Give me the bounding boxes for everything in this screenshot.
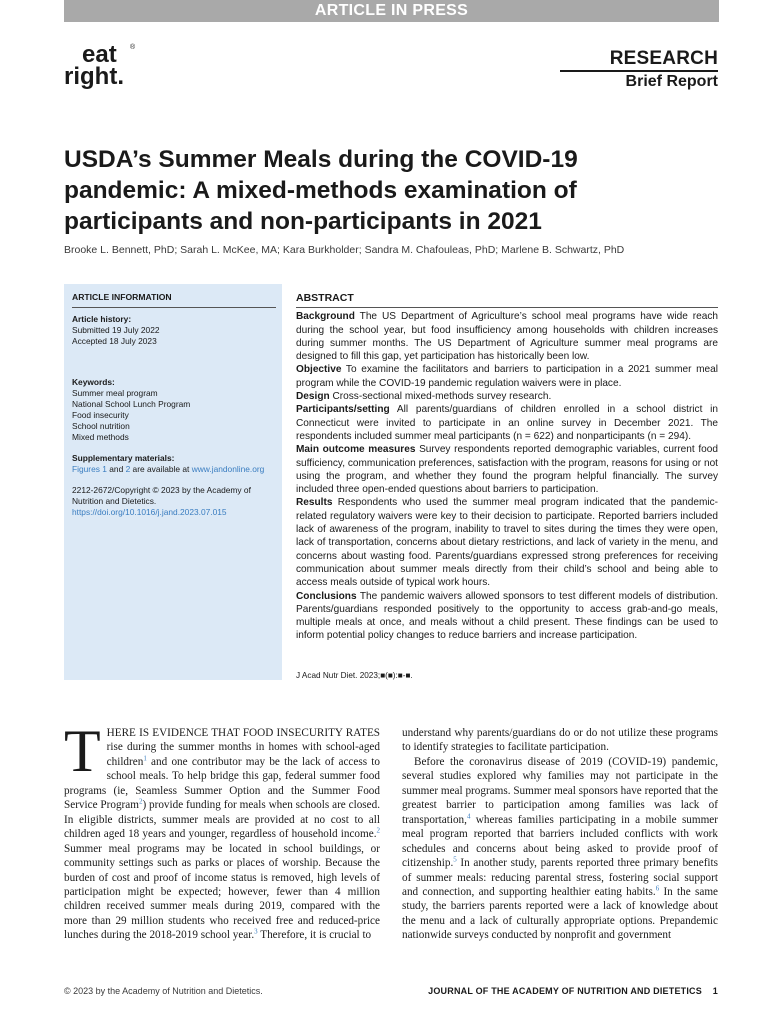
reference-link[interactable]: 2 — [376, 826, 380, 835]
journal-citation: J Acad Nutr Diet. 2023;■(■):■-■. — [296, 671, 413, 680]
abstract-heading: ABSTRACT — [296, 292, 354, 304]
body-column-right — [402, 726, 718, 943]
reference-link[interactable]: 5 — [453, 855, 457, 864]
body-column-left — [64, 718, 380, 943]
intro-paragraph: THERE IS EVIDENCE THAT FOOD INSECURITY RATES rise during the summer months in homes with school-aged children$^1$ and one contributor may be the lack of access to school meals. To help bridge this gap, federal summer food programs (ie, Seamless Summer Option and the Summer Food Service Program$^2$) provide funding for meals when schools are closed. In eligible districts, summer meals are provided at no cost to all children aged 18 years and younger, regardless of household income.$^2$ Summer meal programs may be located in school buildings, or community settings such as parks or places of worship. Because the burden of cost and proof of income status is removed, high levels of participation might be expected; however, fewer than 4 million children received summer meals during 2019, compared with the more than 29 million students who received free and reduced-price lunches during the 2018-2019 school year.$^3$ Therefore, it is crucial to — [64, 718, 380, 942]
article-in-press-banner: ARTICLE IN PRESS — [64, 0, 719, 22]
submitted-date: Submitted 19 July 2022 — [72, 325, 160, 335]
keyword: Mixed methods — [72, 432, 129, 442]
accepted-date: Accepted 18 July 2023 — [72, 336, 157, 346]
eatright-logo: eat ® right. — [64, 41, 136, 90]
section-type: RESEARCH — [609, 48, 718, 69]
keyword: Summer meal program — [72, 388, 158, 398]
jandonline-link[interactable]: www.jandonline.org — [191, 464, 265, 474]
journal-name: JOURNAL OF THE ACADEMY OF NUTRITION AND DIETETICS — [428, 986, 702, 996]
page-number: 1 — [712, 986, 718, 996]
keyword: School nutrition — [72, 421, 130, 431]
drop-cap: T — [64, 718, 101, 784]
reference-link[interactable]: 1 — [143, 754, 147, 763]
abstract-participants: Participants/setting All parents/guardians of children enrolled in a school district in Connecticut were invited to participate in an online survey in December 2021. The respondents included summer meal participants (n = 622) and nonparticipants (n = 294). — [296, 404, 719, 442]
reference-link[interactable]: 3 — [254, 927, 258, 936]
abstract-objective: Objective To examine the facilitators and barriers to participation in a 2021 summer meal program while the COVID-19 pandemic regulation waivers were in place. — [296, 364, 719, 389]
figures-1-link[interactable]: Figures 1 — [72, 464, 107, 474]
doi-link[interactable]: https://doi.org/10.1016/j.jand.2023.07.015 — [72, 507, 227, 517]
article-title: USDA’s Summer Meals during the COVID-19 pandemic: A mixed-methods examination of participants and non-participants in 2021 — [64, 146, 578, 235]
reference-link[interactable]: 6 — [655, 884, 660, 893]
reference-link[interactable]: 4 — [466, 811, 471, 820]
copyright-notice: 2212-2672/Copyright © 2023 by the Academy of Nutrition and Dietetics. — [72, 485, 251, 506]
article-information-box — [64, 284, 282, 680]
intro-paragraph-cont: understand why parents/guardians do or do not utilize these programs to identify strategies to facilitate participation. — [402, 727, 718, 754]
abstract-outcome: Main outcome measures Survey respondents reported demographic variables, current food sufficiency, communication preferences, satisfaction with the program, reasons for using or not using the program, and whether they found the program helpful financially. The survey included three open-ended questions about barriers to participation. — [296, 444, 718, 496]
keyword: Food insecurity — [72, 410, 129, 420]
supplementary-text: Figures 1 and 2 are available at www.jandonline.org — [72, 464, 265, 474]
section-rule — [560, 70, 718, 72]
reference-link[interactable]: 2 — [138, 797, 143, 806]
keywords-label: Keywords: — [72, 377, 115, 387]
prepandemic-paragraph: Before the coronavirus disease of 2019 (COVID-19) pandemic, several studies explored why families may not participate in the summer meal programs. Summer meal sponsors have reported that the greatest barrier to participation among families was lack of transportation,$^4$ whereas families participating in a mobile summer meal program reported that barriers included conflicts with work schedules and concerns about being asked to provide proof of citizenship.$^5$ In another study, parents reported three primary benefits of summer meals: reducing parental stress, fostering social support and connection, and supporting healthier eating habits.$^6$ In the same study, the barriers parents reported were a lack of knowledge about the menu and a lack of culturally appropriate options. Prepandemic nationwide surveys conducted by nonprofit and government — [402, 755, 718, 942]
supplementary-label: Supplementary materials: — [72, 453, 175, 463]
abstract-conclusions: Conclusions The pandemic waivers allowed sponsors to test different models of distribution. Parents/guardians responded positively to the opportunity to access grab-and-go meals, multiple meals at once, and meals without a child present. These findings can be used to inform potential policy changes to reduce barriers and increase participation. — [296, 590, 719, 642]
history-label: Article history: — [72, 314, 132, 324]
abstract-design: Design Cross-sectional mixed-methods survey research. — [296, 391, 552, 403]
abstract — [296, 292, 718, 643]
footer-copyright: © 2023 by the Academy of Nutrition and Dietetics. — [64, 986, 263, 996]
footer-journal — [428, 986, 718, 996]
abstract-background: Background The US Department of Agriculture’s school meal programs have wide reach during the school year, but food insufficiency among households with children increases during summer months. The US Department of Agriculture summer meal programs are designed to fill this gap, yet participation has historically been low. — [296, 311, 718, 363]
section-subtype: Brief Report — [625, 73, 718, 90]
author-list: Brooke L. Bennett, PhD; Sarah L. McKee, MA; Kara Burkholder; Sandra M. Chafouleas, PhD; Marlene B. Schwartz, PhD — [64, 244, 625, 256]
keyword: National School Lunch Program — [72, 399, 191, 409]
article-info-heading: ARTICLE INFORMATION — [72, 292, 172, 302]
figure-2-link[interactable]: 2 — [125, 464, 131, 474]
abstract-results: Results Respondents who used the summer meal program indicated that the pandemic-related regulatory waivers were key to their decision to participate. Reported barriers included lack of awareness of the program, inability to travel to sites during the times they were open, lack of transportation, concerns about dietary restrictions, and lack of variety in the menu, and concerns about wasting food. Parents/guardians expressed strong preferences for receiving communication about summer meals directly from their child’s school and being able to access meals outside of typical work hours. — [296, 497, 718, 589]
